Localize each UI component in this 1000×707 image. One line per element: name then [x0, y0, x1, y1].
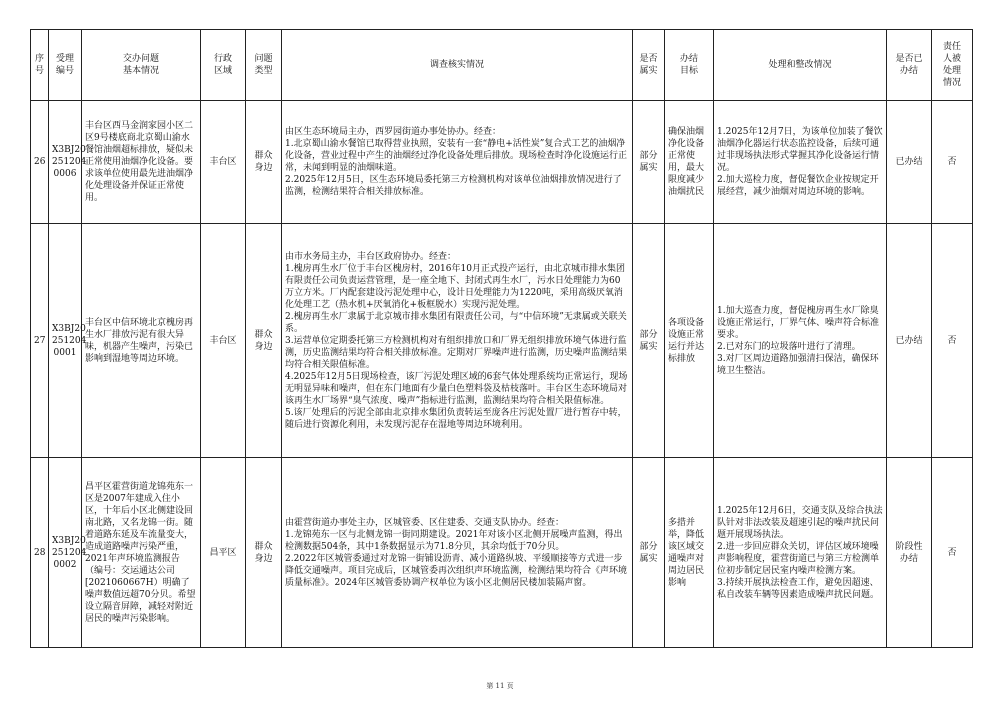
cell-accountability: 否	[932, 458, 973, 648]
cell-completed: 已办结	[887, 224, 932, 458]
cell-code: X3BJ20 251204 0002	[49, 458, 82, 648]
header-accountability: 责任 人被 处理 情况	[932, 30, 973, 101]
cell-goal: 确保油烟净化设备正常使用，最大限度减少油烟扰民	[665, 101, 714, 224]
page-number: 第 11 页	[486, 682, 514, 690]
cell-rectification: 1.2025年12月6日，交通支队及综合执法队针对非法改装及超速引起的噪声扰民问题开展现场执法。 2.进一步回应群众关切，评估区域环境噪声影响程度，霍营街道已与第三方检测单位初步制定居民室内噪声检测方案。 3.持续开展执法检查工作，避免因超速、私自改装车辆等因素造成噪声扰民问题。	[714, 458, 887, 648]
cell-code: X3BJ20 251204 0001	[49, 224, 82, 458]
table-row	[31, 224, 973, 458]
cell-type: 群众 身边	[246, 458, 282, 648]
header-code: 受理 编号	[49, 30, 82, 101]
cell-type: 群众 身边	[246, 101, 282, 224]
table-row	[31, 101, 973, 224]
cell-type: 群众 身边	[246, 224, 282, 458]
cell-district: 丰台区	[201, 224, 246, 458]
header-investigation: 调查核实情况	[282, 30, 633, 101]
cell-code: X3BJ20 251204 0006	[49, 101, 82, 224]
cell-issue: 丰台区中信环境北京槐房再生水厂排放污泥有很大异味，机器产生噪声，污染已影响到湿地等周边环境。	[82, 224, 201, 458]
cell-completed: 阶段性 办结	[887, 458, 932, 648]
cell-goal: 多措并举，降低该区域交通噪声对周边居民影响	[665, 458, 714, 648]
inspection-table	[30, 29, 973, 648]
cell-rectification: 1.2025年12月7日，为该单位加装了餐饮油烟净化器运行状态监控设备，后续可通过非现场执法形式掌握其净化设备运行情况。 2.加大巡检力度，督促餐饮企业按规定开展经营，减少油烟对周边环境的影响。	[714, 101, 887, 224]
cell-seq: 26	[31, 101, 49, 224]
cell-investigation: 由霍营街道办事处主办，区城管委、区住建委、交通支队协办。经查： 1.龙锦苑东一区与北侧龙锦一街同期建设。2021年对该小区北侧开展噪声监测，得出检测数据504条，其中1条数据显示为71.8分贝，其余均低于70分贝。 2.2022年区城管委通过对龙锦一街铺设沥青、减小道路纵坡、平缓顺接等方式进一步降低交通噪声。项目完成后，区城管委再次组织声环境监测，检测结果均符合《声环境质量标准》。2024年区城管委协调产权单位为该小区北侧居民楼加装隔声窗。	[282, 458, 633, 648]
cell-accountability: 否	[932, 101, 973, 224]
cell-investigation: 由区生态环境局主办，西罗园街道办事处协办。经查： 1.北京蜀山渝水餐馆已取得营业执照，安装有一套“静电+活性炭”复合式工艺的油烟净化设备，营业过程中产生的油烟经过净化设备处理后排放。现场检查时净化设施运行正常，未闻到明显的油烟味道。 2.2025年12月5日，区生态环境局委托第三方检测机构对该单位油烟排放情况进行了监测，检测结果符合相关排放标准。	[282, 101, 633, 224]
cell-accountability: 否	[932, 224, 973, 458]
header-verified: 是否 属实	[633, 30, 665, 101]
cell-investigation: 由市水务局主办，丰台区政府协办。经查： 1.槐房再生水厂位于丰台区槐房村，2016年10月正式投产运行，由北京城市排水集团有限责任公司负责运营管理，是一座全地下、封闭式再生水厂，污水日处理能力为60万立方米。厂内配套建设污泥处理中心，设计日处理能力为1220吨，采用高级厌氧消化处理工艺（热水机+厌氧消化+板框脱水）实现污泥处理。 2.槐房再生水厂隶属于北京城市排水集团有限责任公司，与“中信环境”无隶属或关联关系。 3.运营单位定期委托第三方检测机构对有组织排放口和厂界无组织排放环境气体进行监测，历史监测结果均符合相关排放标准。定期对厂界噪声进行监测，历史噪声监测结果均符合相关限值标准。 4.2025年12月5日现场检查，该厂污泥处理区域的6套气体处理系统均正常运行，现场无明显异味和噪声，但在东门地面有少量白色塑料袋及枯枝落叶。丰台区生态环境局对该再生水厂场界“臭气浓度、噪声”指标进行监测，监测结果均符合相关限值标准。 5.该厂处理后的污泥全部由北京排水集团负责转运至庞各庄污泥处置厂进行暂存中转，随后进行资源化利用，未发现污泥存在湿地等周边环境利用。	[282, 224, 633, 458]
cell-district: 昌平区	[201, 458, 246, 648]
cell-verified: 部分 属实	[633, 458, 665, 648]
header-goal: 办结 目标	[665, 30, 714, 101]
header-district: 行政 区域	[201, 30, 246, 101]
header-completed: 是否已 办结	[887, 30, 932, 101]
header-seq: 序 号	[31, 30, 49, 101]
cell-verified: 部分 属实	[633, 224, 665, 458]
cell-completed: 已办结	[887, 101, 932, 224]
cell-district: 丰台区	[201, 101, 246, 224]
cell-issue: 丰台区西马金润家园小区二区9号楼底商北京蜀山渝水餐馆油烟超标排放，疑似未正常使用油烟净化设备。要求该单位使用最先进油烟净化处理设备并保证正常使用。	[82, 101, 201, 224]
table-row	[31, 458, 973, 648]
header-type: 问题 类型	[246, 30, 282, 101]
cell-verified: 部分 属实	[633, 101, 665, 224]
header-issue: 交办问题 基本情况	[82, 30, 201, 101]
header-rectification: 处理和整改情况	[714, 30, 887, 101]
cell-rectification: 1.加大巡查力度，督促槐房再生水厂除臭设施正常运行，厂界气体、噪声符合标准要求。 2.已对东门的垃圾落叶进行了清理。 3.对厂区周边道路加强清扫保洁，确保环境卫生整洁。	[714, 224, 887, 458]
cell-issue: 昌平区霍营街道龙锦苑东一区是2007年建成入住小区，十年后小区北侧建设回南北路，又名龙锦一街。随着道路东延及车流量变大，造成道路噪声污染严重，2021年声环境监测报告（编号：交运通达公司[2021060667H）明确了噪声数值远超70分贝。希望设立隔音屏障，减轻对附近居民的噪声污染影响。	[82, 458, 201, 648]
cell-goal: 各项设备设施正常运行并达标排放	[665, 224, 714, 458]
header-row	[31, 30, 973, 101]
cell-seq: 27	[31, 224, 49, 458]
cell-seq: 28	[31, 458, 49, 648]
